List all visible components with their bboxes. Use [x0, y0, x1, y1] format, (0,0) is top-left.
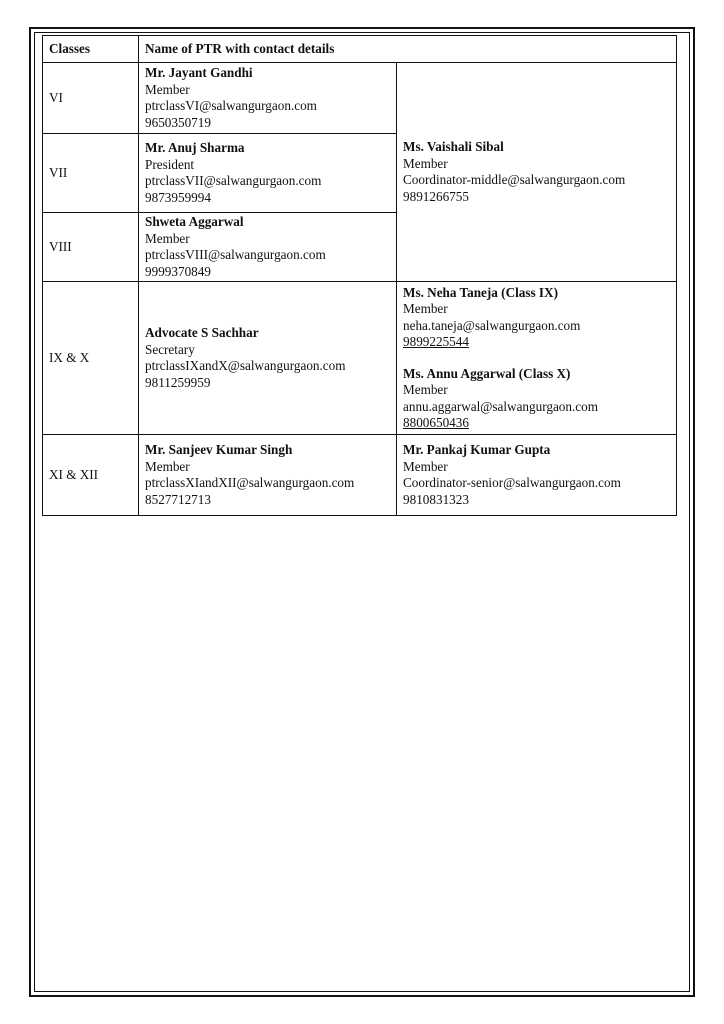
table-row — [43, 63, 677, 134]
coordinator-name: Mr. Pankaj Kumar Gupta — [403, 442, 551, 457]
ptr-name: Advocate S Sachhar — [145, 325, 259, 340]
ptr-cell — [139, 282, 397, 435]
ptr-cell — [139, 134, 397, 213]
ptr-phone: 9811259959 — [145, 374, 211, 390]
coordinator-middle-cell — [397, 63, 677, 282]
coordinator-email: annu.aggarwal@salwangurgaon.com — [403, 398, 598, 414]
ptr-cell — [139, 435, 397, 516]
ptr-name: Mr. Anuj Sharma — [145, 140, 245, 155]
class-cell: IX & X — [43, 282, 139, 435]
ptr-phone: 9999370849 — [145, 263, 211, 279]
class-cell: VI — [43, 63, 139, 134]
coordinator-phone: 8800650436 — [403, 415, 469, 430]
coordinator-role: Member — [403, 301, 448, 316]
coordinator-role: Member — [403, 458, 448, 474]
coordinator-phone: 9810831323 — [403, 491, 469, 507]
header-classes: Classes — [43, 36, 139, 63]
coordinator-role: Member — [403, 382, 448, 397]
ptr-phone: 9873959994 — [145, 189, 211, 205]
coordinator-phone: 9899225544 — [403, 334, 469, 349]
class-cell: VIII — [43, 213, 139, 282]
ptr-email: ptrclassVIII@salwangurgaon.com — [145, 247, 326, 262]
ptr-email: ptrclassXIandXII@salwangurgaon.com — [145, 475, 355, 490]
coordinator-name: Ms. Annu Aggarwal (Class X) — [403, 365, 571, 381]
coordinator-senior-cell — [397, 435, 677, 516]
ptr-phone: 9650350719 — [145, 114, 211, 130]
ptr-role: President — [145, 156, 195, 172]
coordinator-role: Member — [403, 155, 448, 171]
table-header-row — [43, 36, 677, 63]
class-cell: XI & XII — [43, 435, 139, 516]
ptr-role: Member — [145, 81, 190, 97]
ptr-name: Mr. Sanjeev Kumar Singh — [145, 442, 293, 457]
table-row — [43, 282, 677, 435]
ptr-name: Shweta Aggarwal — [145, 214, 244, 229]
ptr-role: Member — [145, 458, 190, 474]
coordinator-email: neha.taneja@salwangurgaon.com — [403, 317, 581, 333]
ptr-role: Member — [145, 230, 190, 246]
coordinator-ix-x-cell — [397, 282, 677, 435]
ptr-email: ptrclassVI@salwangurgaon.com — [145, 98, 317, 113]
ptr-cell — [139, 63, 397, 134]
header-ptr-details: Name of PTR with contact details — [139, 36, 677, 63]
coordinator-email: Coordinator-senior@salwangurgaon.com — [403, 475, 621, 490]
coordinator-phone: 9891266755 — [403, 188, 469, 204]
coordinator-name: Ms. Neha Taneja (Class IX) — [403, 284, 558, 300]
ptr-name: Mr. Jayant Gandhi — [145, 65, 253, 80]
ptr-email: ptrclassIXandX@salwangurgaon.com — [145, 358, 346, 373]
ptr-phone: 8527712713 — [145, 491, 211, 507]
ptr-role: Secretary — [145, 341, 195, 357]
table-row — [43, 435, 677, 516]
coordinator-email: Coordinator-middle@salwangurgaon.com — [403, 172, 626, 187]
ptr-contact-table — [42, 35, 677, 516]
coordinator-name: Ms. Vaishali Sibal — [403, 139, 504, 154]
class-cell: VII — [43, 134, 139, 213]
ptr-email: ptrclassVII@salwangurgaon.com — [145, 173, 322, 188]
spacer — [403, 351, 670, 366]
ptr-cell — [139, 213, 397, 282]
